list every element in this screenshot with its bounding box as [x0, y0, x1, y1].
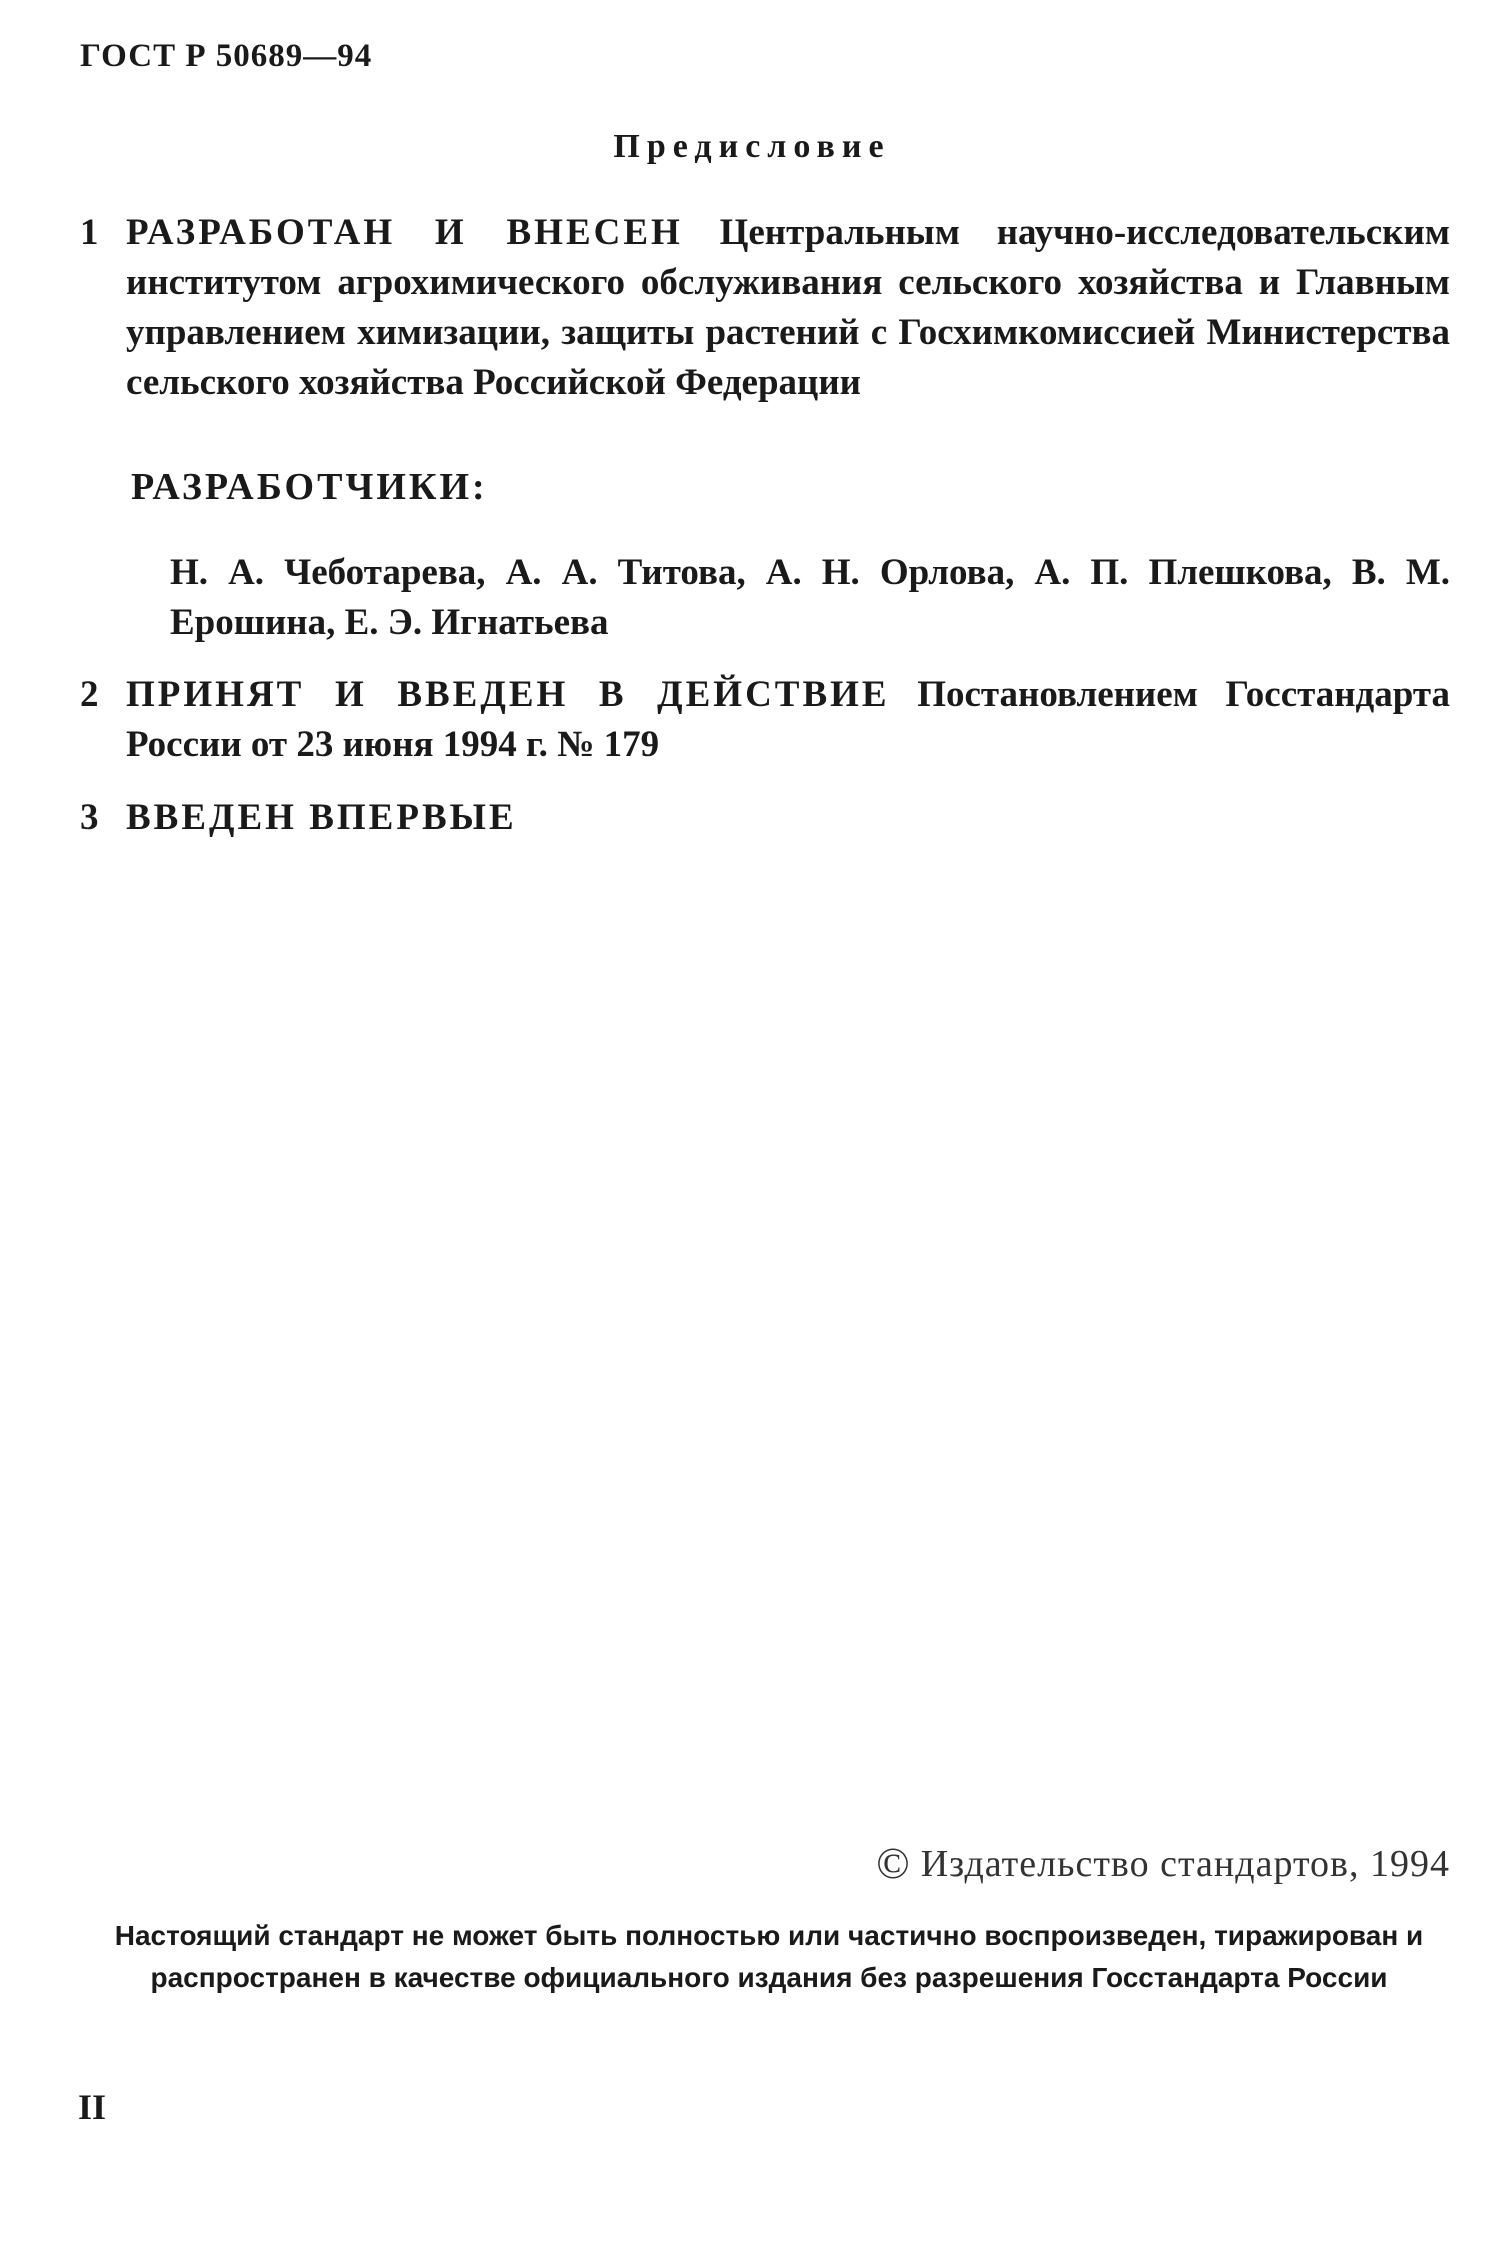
standard-id: ГОСТ Р 50689—94 [80, 38, 373, 74]
item-text: Постановлением Госстандарта России от 23 июня 1994 г. № 179 [126, 674, 1450, 765]
item-number: 2 [80, 674, 99, 715]
item-heading: ПРИНЯТ И ВВЕДЕН В ДЕЙСТВИЕ [126, 674, 890, 715]
copyright-line [876, 1838, 1450, 1889]
developers-names: Н. А. Чеботарева, А. А. Титова, А. Н. Орлова, А. П. Плешкова, В. М. Ерошина, Е. Э. Игнатьева [170, 552, 1450, 643]
developers-label: РАЗРАБОТЧИКИ: [131, 466, 488, 508]
item-number: 3 [80, 797, 99, 838]
foreword-item-3 [80, 793, 1450, 843]
page-number: II [78, 2087, 107, 2127]
item-heading: РАЗРАБОТАН И ВНЕСЕН [126, 212, 683, 253]
reproduction-notice: Настоящий стандарт не может быть полностью или частично воспроизведен, тиражирован и распространен в качестве официального издания без разрешения Госстандарта России [114, 1920, 1424, 1993]
foreword-item-1 [80, 208, 1450, 408]
item-heading: ВВЕДЕН ВПЕРВЫЕ [126, 797, 517, 838]
page-title: Предисловие [613, 128, 891, 165]
foreword-item-2 [80, 670, 1450, 770]
item-number: 1 [80, 212, 99, 253]
copyright-text: Издательство стандартов, 1994 [920, 1843, 1450, 1885]
item-text: Центральным научно-исследовательским институтом агрохимического обслуживания сельского хозяйства и Главным управлением химизации, защиты растений с Госхимкомиссией Министерства сельского хозяйства Российской Федерации [126, 212, 1450, 403]
copyright-icon: © [876, 1839, 911, 1888]
